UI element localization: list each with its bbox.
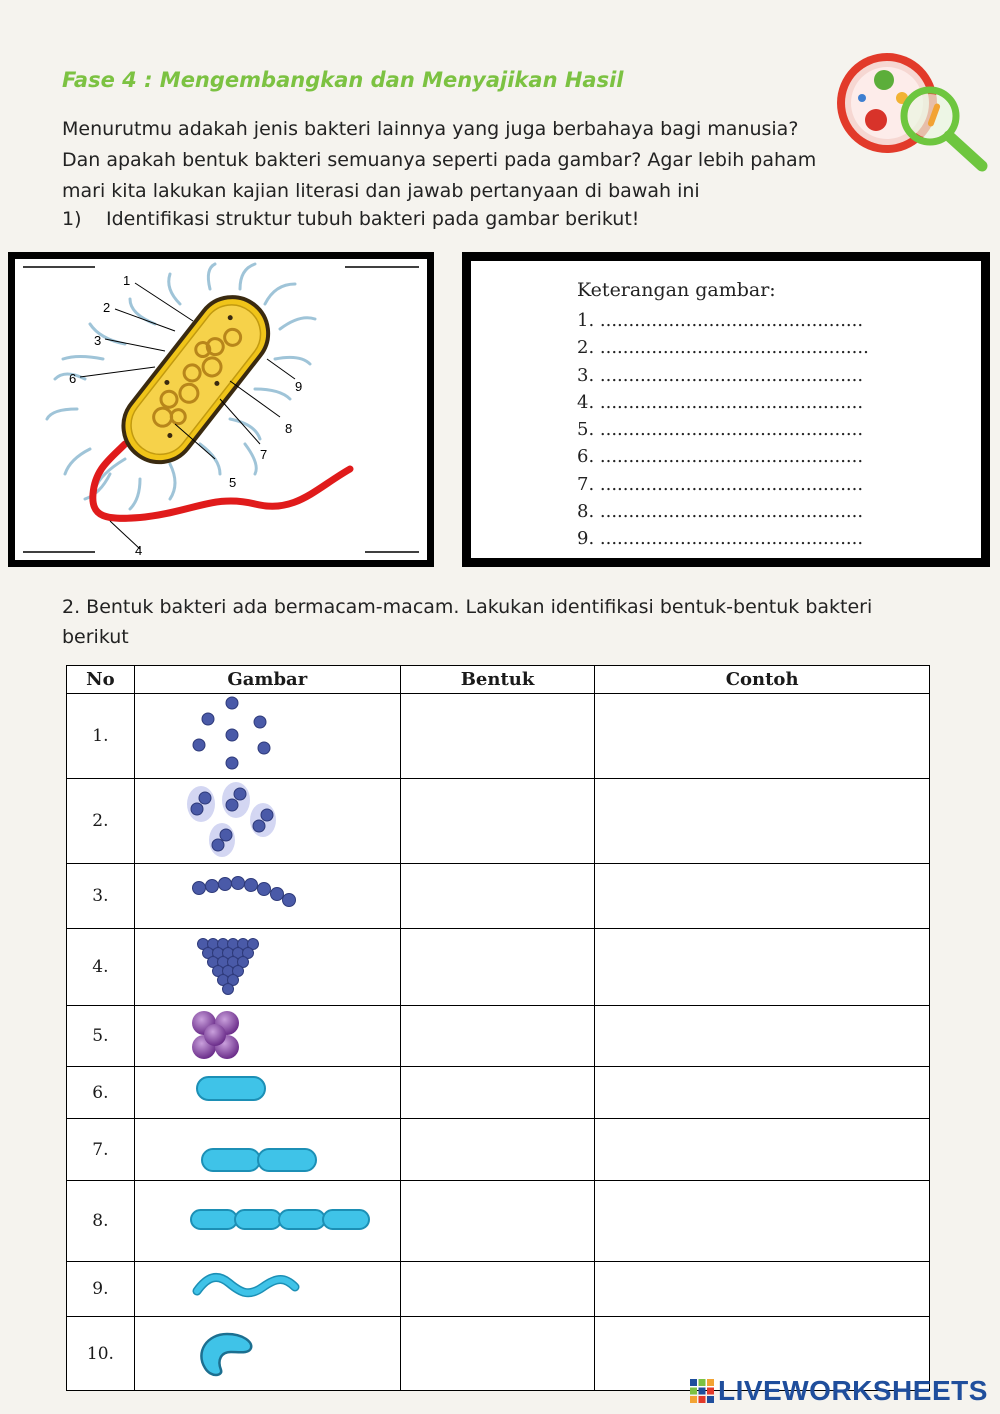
bacteria-structure-frame bbox=[8, 252, 434, 567]
vibrio-icon bbox=[135, 1318, 400, 1390]
bacteria-shape-table bbox=[66, 665, 930, 1391]
contoh-answer-cell[interactable] bbox=[595, 694, 930, 779]
row-number: 6. bbox=[67, 1067, 135, 1119]
liveworksheets-watermark bbox=[690, 1374, 988, 1408]
contoh-answer-cell[interactable] bbox=[595, 779, 930, 864]
legend-row-4[interactable]: 4. .............................................. bbox=[577, 391, 864, 413]
diplobacillus-icon bbox=[135, 1120, 400, 1180]
diagram-label-3: 3 bbox=[94, 333, 102, 348]
contoh-answer-cell[interactable] bbox=[595, 1181, 930, 1262]
diagram-label-9: 9 bbox=[295, 379, 303, 394]
row-number: 1. bbox=[67, 694, 135, 779]
sarcina-icon bbox=[135, 1007, 400, 1066]
legend-row-8[interactable]: 8. .............................................. bbox=[577, 501, 864, 523]
legend-row-2[interactable]: 2. ............................................... bbox=[577, 337, 869, 359]
row-picture bbox=[134, 1317, 400, 1391]
question-1-number: 1) bbox=[62, 208, 82, 230]
legend-row-5[interactable]: 5. .............................................. bbox=[577, 419, 864, 441]
liveworksheets-logo-icon bbox=[690, 1379, 714, 1403]
contoh-answer-cell[interactable] bbox=[595, 1067, 930, 1119]
row-number: 2. bbox=[67, 779, 135, 864]
legend-row-9[interactable]: 9. .............................................. bbox=[577, 528, 864, 550]
bentuk-answer-cell[interactable] bbox=[400, 929, 594, 1006]
table-row bbox=[67, 694, 930, 779]
diagram-label-6: 6 bbox=[69, 371, 77, 386]
row-number: 9. bbox=[67, 1262, 135, 1317]
table-row bbox=[67, 1181, 930, 1262]
header-no: No bbox=[67, 666, 135, 694]
bacillus-icon bbox=[135, 1068, 400, 1118]
row-picture bbox=[134, 1067, 400, 1119]
legend-row-1[interactable]: 1. .............................................. bbox=[577, 310, 864, 331]
row-number: 8. bbox=[67, 1181, 135, 1262]
intro-line: Menurutmu adakah jenis bakteri lainnya yang juga berbahaya bagi manusia? bbox=[62, 118, 799, 140]
bacteria-structure-diagram bbox=[15, 259, 427, 560]
legend-row-7[interactable]: 7. .............................................. bbox=[577, 473, 864, 495]
row-number: 3. bbox=[67, 864, 135, 929]
bentuk-answer-cell[interactable] bbox=[400, 779, 594, 864]
legend bbox=[577, 279, 869, 553]
legend-title: Keterangan gambar: bbox=[577, 279, 776, 301]
bentuk-answer-cell[interactable] bbox=[400, 1067, 594, 1119]
contoh-answer-cell[interactable] bbox=[595, 1262, 930, 1317]
row-picture bbox=[134, 1006, 400, 1067]
spirillum-icon bbox=[135, 1263, 400, 1316]
question-1-text: Identifikasi struktur tubuh bakteri pada gambar berikut! bbox=[106, 208, 640, 230]
bentuk-answer-cell[interactable] bbox=[400, 694, 594, 779]
diagram-label-1: 1 bbox=[123, 273, 131, 288]
streptobacillus-icon bbox=[135, 1182, 400, 1261]
row-number: 5. bbox=[67, 1006, 135, 1067]
intro-line: mari kita lakukan kajian literasi dan jawab pertanyaan di bawah ini bbox=[62, 180, 700, 202]
legend-row-6[interactable]: 6. .............................................. bbox=[577, 446, 864, 468]
table-row bbox=[67, 864, 930, 929]
intro-line: Dan apakah bentuk bakteri semuanya seperti pada gambar? Agar lebih paham bbox=[62, 149, 817, 171]
row-picture bbox=[134, 779, 400, 864]
diagram-label-7: 7 bbox=[260, 447, 268, 462]
diplococcus-icon bbox=[135, 780, 400, 863]
row-picture bbox=[134, 929, 400, 1006]
bentuk-answer-cell[interactable] bbox=[400, 1119, 594, 1181]
contoh-answer-cell[interactable] bbox=[595, 929, 930, 1006]
row-picture bbox=[134, 694, 400, 779]
table-row bbox=[67, 1119, 930, 1181]
bentuk-answer-cell[interactable] bbox=[400, 1181, 594, 1262]
row-picture bbox=[134, 1262, 400, 1317]
row-number: 10. bbox=[67, 1317, 135, 1391]
row-number: 7. bbox=[67, 1119, 135, 1181]
legend-row-3[interactable]: 3. .............................................. bbox=[577, 364, 864, 386]
table-row bbox=[67, 1006, 930, 1067]
question-2-text: 2. Bentuk bakteri ada bermacam-macam. Lakukan identifikasi bentuk-bentuk bakteri berikut bbox=[62, 596, 873, 648]
row-picture bbox=[134, 864, 400, 929]
row-picture bbox=[134, 1181, 400, 1262]
diagram-label-4: 4 bbox=[135, 543, 143, 558]
row-number: 4. bbox=[67, 929, 135, 1006]
contoh-answer-cell[interactable] bbox=[595, 1119, 930, 1181]
header-gambar: Gambar bbox=[134, 666, 400, 694]
table-row bbox=[67, 929, 930, 1006]
watermark-text: LIVEWORKSHEETS bbox=[718, 1375, 988, 1406]
question-1 bbox=[62, 208, 639, 230]
diagram-label-8: 8 bbox=[285, 421, 293, 436]
row-picture bbox=[134, 1119, 400, 1181]
header-contoh: Contoh bbox=[595, 666, 930, 694]
contoh-answer-cell[interactable] bbox=[595, 1006, 930, 1067]
streptococcus-icon bbox=[135, 865, 400, 928]
contoh-answer-cell[interactable] bbox=[595, 864, 930, 929]
bacteria-magnifier-icon bbox=[832, 48, 992, 173]
table-row bbox=[67, 779, 930, 864]
staphylococcus-icon bbox=[135, 930, 400, 1005]
legend-frame bbox=[462, 252, 990, 567]
bentuk-answer-cell[interactable] bbox=[400, 864, 594, 929]
table-row bbox=[67, 1262, 930, 1317]
bentuk-answer-cell[interactable] bbox=[400, 1006, 594, 1067]
table-row bbox=[67, 1067, 930, 1119]
diagram-label-2: 2 bbox=[103, 300, 111, 315]
coccus-icon bbox=[135, 695, 400, 778]
phase-title: Fase 4 : Mengembangkan dan Menyajikan Hasil bbox=[62, 68, 624, 92]
header-bentuk: Bentuk bbox=[400, 666, 594, 694]
diagram-label-5: 5 bbox=[229, 475, 237, 490]
bentuk-answer-cell[interactable] bbox=[400, 1317, 594, 1391]
bentuk-answer-cell[interactable] bbox=[400, 1262, 594, 1317]
intro-paragraph bbox=[62, 114, 862, 207]
